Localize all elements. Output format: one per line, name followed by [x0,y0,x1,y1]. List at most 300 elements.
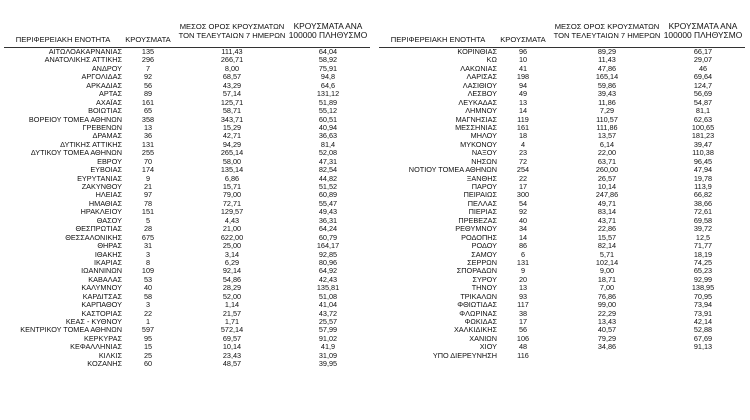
avg7-cell: 4,43 [224,215,240,225]
cases-cell: 54 [518,198,528,208]
avg7-cell: 572,14 [220,325,244,335]
cases-cell: 119 [517,114,529,124]
cases-cell: 109 [141,266,155,276]
per100k-cell: 36,31 [318,215,338,225]
avg7-cell: 83,14 [597,207,617,217]
header-avg7: ΜΕΣΟΣ ΟΡΟΣ ΚΡΟΥΣΜΑΤΩΝ ΤΟΝ ΤΕΛΕΥΤΑΙΩΝ 7 ΗΜΕΡΩΝ [178,22,286,40]
per100k-cell: 47,94 [693,165,713,175]
avg7-cell: 94,29 [222,139,242,149]
cases-cell: 4 [520,139,526,149]
per100k-cell: 73,91 [693,308,713,318]
avg7-cell: 72,71 [222,198,242,208]
cases-cell: 9 [145,173,151,183]
region-cell: ΚΑΣΤΟΡΙΑΣ [81,308,122,318]
per100k-cell: 124,7 [693,80,713,90]
region-cell: ΠΙΕΡΙΑΣ [468,207,497,217]
avg7-cell: 110,57 [596,114,618,124]
region-cell: ΘΑΣΟΥ [96,215,122,225]
cases-cell: 22 [518,173,528,183]
region-cell: ΔΥΤΙΚΗΣ ΑΤΤΙΚΗΣ [60,139,122,149]
per100k-cell: 51,89 [318,97,338,107]
cases-cell: 116 [517,350,529,360]
avg7-cell: 1,71 [224,317,240,326]
avg7-cell: 15,29 [222,122,242,132]
cases-cell: 255 [141,148,155,158]
avg7-cell: 129,57 [220,207,244,217]
cases-cell: 17 [518,182,528,191]
per100k-cell: 54,87 [693,97,713,107]
per100k-cell: 181,23 [691,131,715,141]
cases-cell: 89 [143,89,153,99]
per100k-cell: 52,08 [318,148,338,158]
per100k-cell: 42,14 [693,317,713,326]
region-cell: ΣΑΜΟΥ [471,249,497,259]
per100k-cell: 18,19 [693,249,713,259]
cases-cell: 72 [518,156,528,166]
per100k-cell: 69,64 [693,72,713,82]
per100k-cell: 131,12 [316,89,340,99]
region-cell: ΒΟΙΩΤΙΑΣ [88,106,122,116]
per100k-cell: 55,47 [318,198,338,208]
region-cell: ΚΟΖΑΝΗΣ [87,359,122,369]
cases-cell: 92 [518,207,528,217]
avg7-cell: 54,86 [222,274,242,284]
region-cell: ΤΡΙΚΑΛΩΝ [460,291,497,301]
per100k-cell: 96,45 [693,156,713,166]
region-cell: ΡΟΔΟΥ [471,241,497,251]
per100k-cell: 65,23 [693,266,713,276]
cases-cell: 254 [516,165,530,175]
cases-cell: 21 [143,182,153,191]
avg7-cell: 13,43 [597,317,617,326]
avg7-cell: 21,57 [222,308,242,318]
region-cell: ΑΡΤΑΣ [98,89,122,99]
cases-cell: 13 [518,283,528,293]
region-cell: ΖΑΚΥΝΘΟΥ [81,182,122,191]
cases-cell: 106 [516,333,530,343]
region-cell: ΥΠΟ ΔΙΕΡΕΥΝΗΣΗ [432,350,497,360]
avg7-cell: 11,43 [598,55,616,65]
per100k-cell: 67,69 [693,333,713,343]
cases-cell: 300 [516,190,530,200]
per100k-cell: 56,69 [693,89,713,99]
region-cell: ΝΗΣΩΝ [471,156,497,166]
cases-cell: 28 [143,224,153,234]
avg7-cell: 63,71 [597,156,617,166]
right-rows [375,48,750,360]
per100k-cell: 66,17 [693,47,713,56]
header-cases: ΚΡΟΥΣΜΑΤΑ [125,35,171,44]
cases-cell: 20 [518,274,528,284]
avg7-cell: 3,14 [224,249,240,259]
per100k-cell: 31,09 [318,350,338,360]
cases-cell: 40 [518,215,528,225]
per100k-cell: 29,07 [693,55,713,65]
table-row [0,73,375,81]
region-cell: ΚΕΑΣ - ΚΥΘΝΟΥ [65,317,122,326]
avg7-cell: 99,00 [597,300,617,310]
region-cell: ΛΗΜΝΟΥ [465,106,497,116]
avg7-cell: 28,29 [222,283,242,293]
region-cell: ΑΧΑΪΑΣ [95,97,122,107]
region-cell: ΝΑΞΟΥ [471,148,497,158]
avg7-cell: 49,71 [597,198,617,208]
per100k-cell: 51,52 [318,182,338,191]
avg7-cell: 82,14 [597,241,617,251]
avg7-cell: 15,57 [597,232,617,242]
per100k-cell: 92,85 [318,249,338,259]
header-per100k: ΚΡΟΥΣΜΑΤΑ ΑΝΑ 100000 ΠΛΗΘΥΣΜΟ [288,21,368,40]
table-row [375,99,750,107]
avg7-cell: 7,00 [599,283,615,293]
table-row [375,352,750,360]
cases-cell: 96 [518,47,528,56]
region-cell: ΒΟΡΕΙΟΥ ΤΟΜΕΑ ΑΘΗΝΩΝ [28,114,122,124]
table-row [375,225,750,233]
per100k-cell: 64,92 [318,266,338,276]
cases-cell: 95 [143,333,153,343]
cases-cell: 93 [518,291,528,301]
header-per100k: ΚΡΟΥΣΜΑΤΑ ΑΝΑ 100000 ΠΛΗΘΥΣΜΟ [663,21,743,40]
per100k-cell: 91,02 [318,333,338,343]
per100k-cell: 64,6 [320,80,336,90]
cases-cell: 9 [520,266,526,276]
per100k-cell: 135,81 [316,283,340,293]
avg7-cell: 9,00 [599,266,615,276]
per100k-cell: 42,43 [318,274,338,284]
cases-cell: 31 [143,241,153,251]
per100k-cell: 94,8 [320,72,336,82]
cases-cell: 296 [141,55,155,65]
cases-cell: 56 [143,80,153,90]
avg7-cell: 76,86 [597,291,617,301]
avg7-cell: 25,00 [222,241,242,251]
per100k-cell: 138,95 [691,283,715,293]
region-cell: ΦΩΚΙΔΑΣ [464,317,497,326]
per100k-cell: 41,04 [318,300,338,310]
avg7-cell: 165,14 [595,72,619,82]
per100k-cell: 62,63 [693,114,713,124]
table-row [0,65,375,73]
region-cell: ΣΥΡΟΥ [472,274,497,284]
cases-cell: 597 [141,325,155,335]
avg7-cell: 79,29 [597,333,617,343]
table-row [375,56,750,64]
cases-cell: 198 [516,72,530,82]
cases-cell: 13 [143,122,153,132]
cases-cell: 15 [143,342,153,352]
right-table [375,0,750,420]
region-cell: ΚΕΦΑΛΛΗΝΙΑΣ [70,342,122,352]
cases-cell: 23 [518,148,528,158]
per100k-cell: 81,4 [320,139,336,149]
cases-cell: 86 [518,241,528,251]
avg7-cell: 111,43 [221,47,243,56]
cases-cell: 60 [143,359,153,369]
avg7-cell: 47,86 [597,63,617,73]
avg7-cell: 69,57 [222,333,242,343]
avg7-cell: 13,57 [597,131,617,141]
avg7-cell: 48,57 [222,359,242,369]
avg7-cell: 59,86 [597,80,617,90]
per100k-cell: 39,72 [693,224,713,234]
cases-cell: 135 [141,47,155,56]
region-cell: ΘΕΣΣΑΛΟΝΙΚΗΣ [65,232,122,242]
region-cell: ΤΗΝΟΥ [471,283,497,293]
region-cell: ΑΝΔΡΟΥ [91,63,122,73]
avg7-cell: 260,00 [595,165,619,175]
per100k-cell: 51,08 [318,291,338,301]
per100k-cell: 91,13 [693,342,713,352]
per100k-cell: 64,04 [318,47,338,56]
per100k-cell: 110,38 [692,148,714,158]
cases-cell: 40 [143,283,153,293]
avg7-cell: 58,00 [222,156,242,166]
cases-cell: 94 [518,80,528,90]
region-cell: ΚΕΡΚΥΡΑΣ [83,333,122,343]
avg7-cell: 6,86 [224,173,240,183]
region-cell: ΑΙΤΩΛΟΑΚΑΡΝΑΝΙΑΣ [48,47,122,56]
per100k-cell: 46 [698,63,708,73]
region-cell: ΛΑΡΙΣΑΣ [466,72,497,82]
cases-cell: 36 [143,131,153,141]
region-cell: ΠΕΛΛΑΣ [467,198,497,208]
region-cell: ΞΑΝΘΗΣ [466,173,497,183]
region-cell: ΚΕΝΤΡΙΚΟΥ ΤΟΜΕΑ ΑΘΗΝΩΝ [20,325,122,335]
cases-cell: 17 [518,317,528,326]
region-cell: ΧΙΟΥ [479,342,497,352]
region-cell: ΚΑΡΠΑΘΟΥ [81,300,122,310]
avg7-cell: 11,86 [598,97,616,107]
region-cell: ΧΑΝΙΩΝ [469,333,497,343]
avg7-cell: 43,71 [597,215,617,225]
avg7-cell: 92,14 [222,266,242,276]
region-cell: ΔΥΤΙΚΟΥ ΤΟΜΕΑ ΑΘΗΝΩΝ [30,148,122,158]
avg7-cell: 79,00 [222,190,242,200]
region-cell: ΛΕΥΚΑΔΑΣ [458,97,497,107]
region-cell: ΗΛΕΙΑΣ [95,190,122,200]
region-cell: ΗΜΑΘΙΑΣ [88,198,122,208]
cases-cell: 5 [145,215,151,225]
avg7-cell: 111,86 [596,122,618,132]
cases-cell: 41 [518,63,528,73]
region-cell: ΣΠΟΡΑΔΩΝ [456,266,497,276]
cases-cell: 70 [143,156,153,166]
cases-cell: 7 [145,63,151,73]
avg7-cell: 8,00 [224,63,240,73]
avg7-cell: 42,71 [222,131,242,141]
cases-cell: 358 [141,114,155,124]
avg7-cell: 1,14 [224,300,240,310]
avg7-cell: 22,00 [597,148,617,158]
region-cell: ΜΕΣΣΗΝΙΑΣ [455,122,497,132]
header-region: ΠΕΡΙΦΕΡΕΙΑΚΗ ΕΝΟΤΗΤΑ [390,35,486,44]
avg7-cell: 247,86 [595,190,619,200]
avg7-cell: 10,14 [597,182,617,191]
cases-cell: 56 [518,325,528,335]
avg7-cell: 5,71 [599,249,615,259]
cases-cell: 8 [145,257,151,267]
region-cell: ΚΑΒΑΛΑΣ [88,274,122,284]
region-cell: ΠΑΡΟΥ [471,182,497,191]
avg7-cell: 622,00 [220,232,244,242]
per100k-cell: 69,58 [693,215,713,225]
avg7-cell: 57,14 [222,89,242,99]
avg7-cell: 89,29 [597,47,617,56]
table-row [0,335,375,343]
cases-cell: 25 [143,350,153,360]
cases-cell: 131 [141,139,155,149]
region-cell: ΚΩ [486,55,497,65]
per100k-cell: 92,99 [693,274,713,284]
region-cell: ΦΘΙΩΤΙΔΑΣ [457,300,497,310]
avg7-cell: 58,71 [222,106,242,116]
avg7-cell: 52,00 [222,291,242,301]
avg7-cell: 43,29 [222,80,242,90]
region-cell: ΕΥΡΥΤΑΝΙΑΣ [77,173,122,183]
per100k-cell: 25,57 [318,317,338,326]
per100k-cell: 52,88 [693,325,713,335]
avg7-cell: 15,71 [222,182,242,191]
per100k-cell: 55,12 [318,106,338,116]
per100k-cell: 40,94 [318,122,338,132]
per100k-cell: 60,89 [318,190,338,200]
region-cell: ΜΥΚΟΝΟΥ [460,139,497,149]
avg7-cell: 265,14 [220,148,244,158]
per100k-cell: 100,65 [691,122,715,132]
per100k-cell: 12,5 [695,232,711,242]
avg7-cell: 34,86 [597,342,617,352]
per100k-cell: 82,54 [318,165,338,175]
region-cell: ΣΕΡΡΩΝ [467,257,497,267]
avg7-cell: 6,14 [599,139,615,149]
region-cell: ΚΑΛΥΜΝΟΥ [81,283,122,293]
region-cell: ΑΡΓΟΛΙΔΑΣ [81,72,122,82]
cases-cell: 174 [141,165,155,175]
region-cell: ΦΛΩΡΙΝΑΣ [459,308,497,318]
avg7-cell: 266,71 [220,55,244,65]
cases-cell: 78 [143,198,153,208]
table-row [0,360,375,368]
cases-cell: 53 [143,274,153,284]
per100k-cell: 70,95 [693,291,713,301]
region-cell: ΑΡΚΑΔΙΑΣ [86,80,122,90]
avg7-cell: 40,57 [597,325,617,335]
per100k-cell: 60,51 [318,114,338,124]
per100k-cell: 64,24 [318,224,338,234]
region-cell: ΓΡΕΒΕΝΩΝ [82,122,122,132]
per100k-cell: 39,47 [693,139,713,149]
per100k-cell: 72,61 [693,207,713,217]
avg7-cell: 22,29 [597,308,617,318]
cases-cell: 65 [143,106,153,116]
per100k-cell: 47,31 [318,156,338,166]
per100k-cell: 80,96 [318,257,338,267]
per100k-cell: 49,43 [318,207,338,217]
cases-cell: 97 [143,190,153,200]
region-cell: ΜΗΛΟΥ [470,131,497,141]
region-cell: ΙΚΑΡΙΑΣ [93,257,122,267]
avg7-cell: 343,71 [220,114,244,124]
avg7-cell: 39,43 [597,89,617,99]
cases-cell: 675 [141,232,155,242]
cases-cell: 14 [518,106,528,116]
avg7-cell: 21,00 [222,224,242,234]
region-cell: ΡΕΘΥΜΝΟΥ [455,224,497,234]
region-cell: ΝΟΤΙΟΥ ΤΟΜΕΑ ΑΘΗΝΩΝ [408,165,497,175]
avg7-cell: 26,57 [597,173,617,183]
region-cell: ΘΗΡΑΣ [97,241,122,251]
avg7-cell: 10,14 [222,342,242,352]
per100k-cell: 66,82 [693,190,713,200]
avg7-cell: 102,14 [595,257,619,267]
per100k-cell: 73,94 [693,300,713,310]
per100k-cell: 44,82 [318,173,338,183]
region-cell: ΡΟΔΟΠΗΣ [461,232,497,242]
cases-cell: 22 [143,308,153,318]
region-cell: ΑΝΑΤΟΛΙΚΗΣ ΑΤΤΙΚΗΣ [44,55,122,65]
region-cell: ΚΟΡΙΝΘΙΑΣ [457,47,497,56]
cases-cell: 1 [145,317,151,326]
cases-cell: 18 [518,131,528,141]
per100k-cell: 71,77 [693,241,713,251]
per100k-cell: 113,9 [694,182,712,191]
region-cell: ΚΑΡΔΙΤΣΑΣ [82,291,122,301]
per100k-cell: 58,92 [318,55,338,65]
region-cell: ΚΙΛΚΙΣ [98,350,122,360]
per100k-cell: 38,66 [693,198,713,208]
avg7-cell: 7,29 [599,106,615,116]
avg7-cell: 68,57 [222,72,242,82]
table-row [375,343,750,351]
cases-cell: 10 [518,55,528,65]
cases-cell: 38 [518,308,528,318]
region-cell: ΛΕΣΒΟΥ [467,89,497,99]
table-row [0,132,375,140]
region-cell: ΘΕΣΠΡΩΤΙΑΣ [75,224,122,234]
avg7-cell: 135,14 [220,165,244,175]
per100k-cell: 41,9 [320,342,336,352]
header-cases: ΚΡΟΥΣΜΑΤΑ [500,35,546,44]
region-cell: ΕΥΒΟΙΑΣ [90,165,122,175]
avg7-cell: 125,71 [220,97,244,107]
cases-cell: 92 [143,72,153,82]
per100k-cell: 19,78 [693,173,713,183]
cases-cell: 3 [145,249,151,259]
cases-cell: 34 [518,224,528,234]
cases-cell: 14 [518,232,528,242]
region-cell: ΗΡΑΚΛΕΙΟΥ [80,207,122,217]
region-cell: ΠΡΕΒΕΖΑΣ [458,215,497,225]
cases-cell: 6 [520,249,526,259]
cases-cell: 13 [518,97,528,107]
cases-cell: 161 [141,97,155,107]
per100k-cell: 43,72 [318,308,338,318]
header-region: ΠΕΡΙΦΕΡΕΙΑΚΗ ΕΝΟΤΗΤΑ [15,35,111,44]
region-cell: ΛΑΣΙΘΙΟΥ [462,80,497,90]
avg7-cell: 18,71 [597,274,617,284]
per100k-cell: 36,63 [318,131,338,141]
region-cell: ΕΒΡΟΥ [97,156,122,166]
cases-cell: 131 [516,257,530,267]
avg7-cell: 22,86 [597,224,617,234]
per100k-cell: 75,91 [318,63,338,73]
cases-cell: 49 [518,89,528,99]
avg7-cell: 6,29 [224,257,240,267]
cases-cell: 117 [517,300,529,310]
cases-cell: 151 [141,207,155,217]
region-cell: ΙΘΑΚΗΣ [94,249,122,259]
